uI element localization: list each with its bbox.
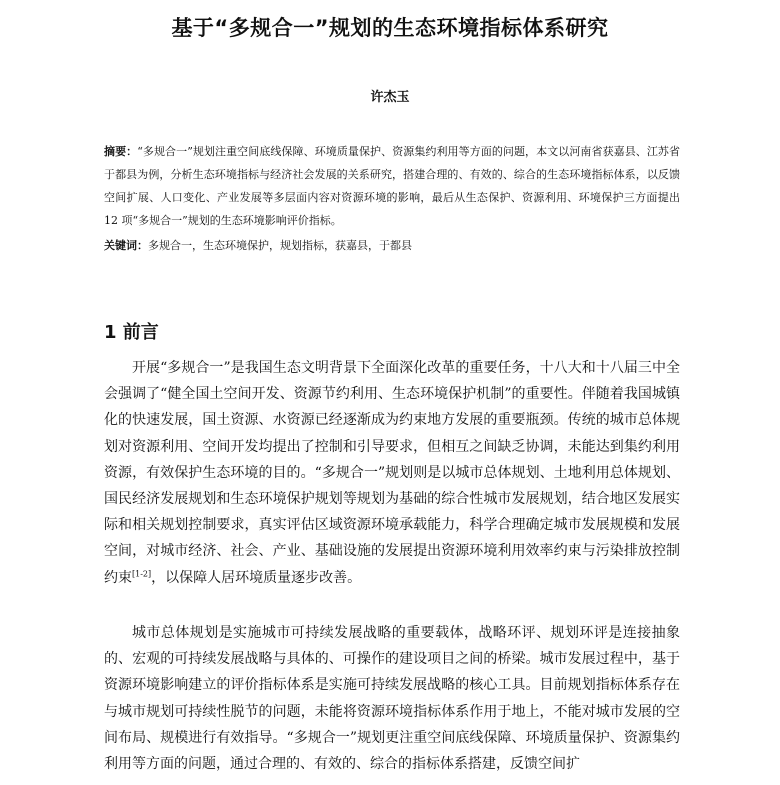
keywords	[104, 236, 680, 256]
body-paragraph-2	[104, 620, 680, 777]
body-paragraph-1	[104, 355, 680, 591]
abstract-label: 摘要：	[104, 145, 138, 158]
citation-ref: [1-2]	[132, 568, 152, 578]
abstract	[104, 140, 680, 232]
keywords-text: 多规合一，生态环境保护，规划指标，获嘉县，于都县	[148, 239, 412, 252]
section-heading: 1 前言	[104, 322, 159, 343]
paper-author: 许杰玉	[370, 90, 410, 105]
paragraph-2-text: 城市总体规划是实施城市可持续发展战略的重要载体，战略环评、规划环评是连接抽象的、宏观的可持续发展战略与具体的、可操作的建设项目之间的桥梁。城市发展过程中，基于资源环境影响建立的评价指标体系是实施可持续发展战略的核心工具。目前规划指标体系存在与城市规划可持续性脱节的问题，未能将资源环境指标体系作用于地上，不能对城市发展的空间布局、规模进行有效指导。“多规合一”规划更注重空间底线保障、环境质量保护、资源集约利用等方面的问题，通过合理的、有效的、综合的指标体系搭建，反馈空间扩	[104, 625, 680, 773]
paper-title: 基于“多规合一”规划的生态环境指标体系研究	[171, 16, 609, 40]
keywords-label: 关键词：	[104, 239, 148, 252]
paragraph-1-text: 开展“多规合一”是我国生态文明背景下全面深化改革的重要任务，十八大和十八届三中全会强调了“健全国土空间开发、资源节约利用、生态环境保护机制”的重要性。伴随着我国城镇化的快速发展，国土资源、水资源已经逐渐成为约束地方发展的重要瓶颈。传统的城市总体规划对资源利用、空间开发均提出了控制和引导要求，但相互之间缺乏协调，未能达到集约利用资源，有效保护生态环境的目的。“多规合一”规划则是以城市总体规划、土地利用总体规划、国民经济发展规划和生态环境保护规划等规划为基础的综合性城市发展规划，结合地区发展实际和相关规划控制要求，真实评估区域资源环境承载能力，科学合理确定城市发展规模和发展空间，对城市经济、社会、产业、基础设施的发展提出资源环境利用效率约束与污染排放控制约束	[104, 360, 680, 586]
abstract-text: “多规合一”规划注重空间底线保障、环境质量保护、资源集约利用等方面的问题，本文以河南省获嘉县、江苏省于都县为例，分析生态环境指标与经济社会发展的关系研究，搭建合理的、有效的、综合的生态环境指标体系，以反馈空间扩展、人口变化、产业发展等多层面内容对资源环境的影响，最后从生态保护、资源利用、环境保护三方面提出 12 项“多规合一”规划的生态环境影响评价指标。	[104, 145, 680, 227]
paragraph-1-tail: ，以保障人居环境质量逐步改善。	[151, 569, 362, 586]
